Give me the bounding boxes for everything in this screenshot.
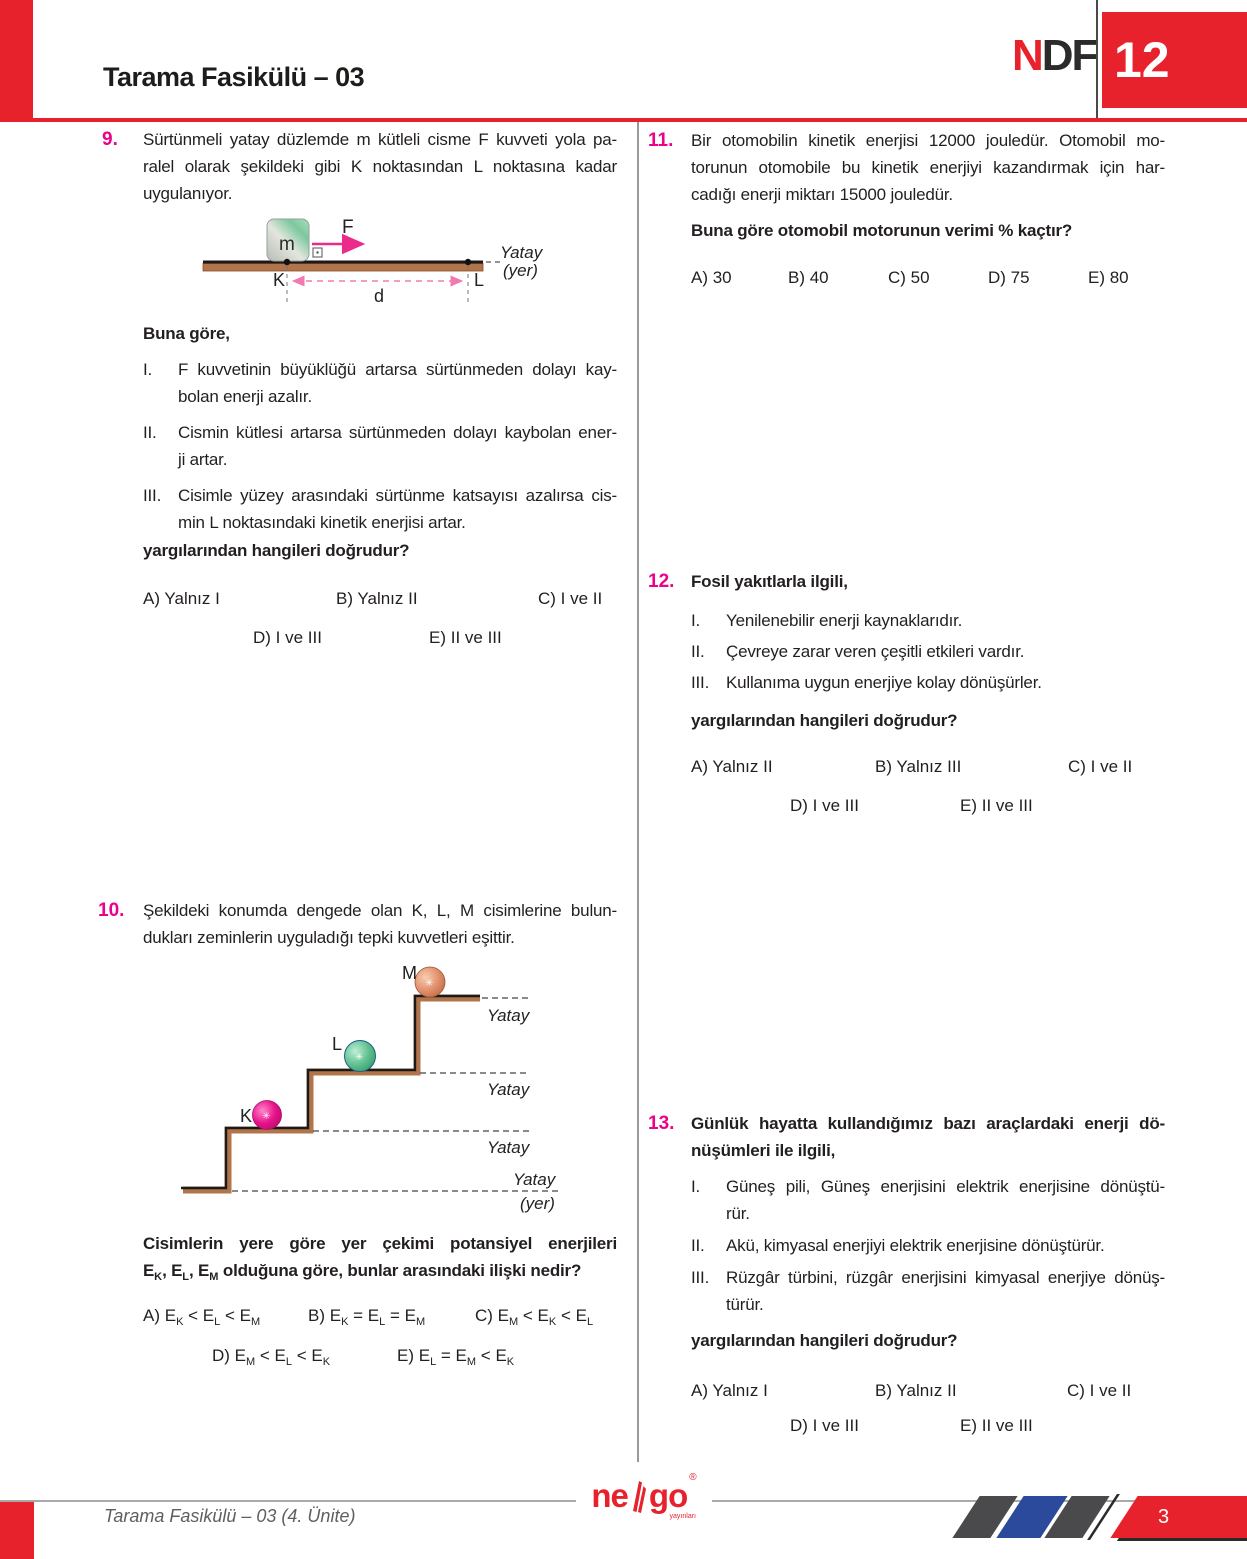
nego-logo	[576, 1462, 712, 1530]
option-e: E) II ve III	[429, 628, 502, 647]
point-l-dot	[465, 259, 471, 265]
page-title: Tarama Fasikülü – 03	[103, 62, 365, 92]
q11-number: 11.	[648, 130, 674, 151]
svg-text:✳: ✳	[262, 1111, 271, 1122]
option-c: C) $E_M < E_K < E_L$	[475, 1306, 594, 1328]
registered-mark: ®	[689, 1472, 697, 1483]
nego-ne: ne	[591, 1477, 628, 1514]
point-k-label: K	[273, 270, 286, 290]
yatay3-label: Yatay	[487, 1138, 530, 1157]
q10-number: 10.	[98, 900, 125, 921]
yer-ground-label: (yer)	[520, 1194, 555, 1213]
q13-question: yargılarından hangileri doğrudur?	[691, 1331, 958, 1350]
q12-title: Fosil yakıtlarla ilgili,	[691, 572, 848, 591]
q13-item-1: I. Güneş pili, Güneş enerjisini elektrik enerjisine dönüştü- rür.	[691, 1177, 1165, 1223]
header-rule	[0, 118, 1247, 122]
figure-q10-staircase	[180, 955, 570, 1217]
svg-text:✳: ✳	[425, 978, 434, 989]
point-l-label: L	[474, 270, 485, 290]
option-a: A) 30	[691, 268, 732, 287]
yer-label: (yer)	[503, 261, 538, 280]
q13-item-2: II. Akü, kimyasal enerjiyi elektrik enerjisine dönüştürür.	[691, 1236, 1105, 1255]
option-d: D) 75	[988, 268, 1030, 287]
option-a: A) Yalnız II	[691, 757, 773, 776]
q12-item-2: II. Çevreye zarar veren çeşitli etkileri vardır.	[691, 642, 1025, 661]
q12-item-1: I. Yenilenebilir enerji kaynaklarıdır.	[691, 611, 963, 630]
option-c: C) 50	[888, 268, 930, 287]
yatay2-label: Yatay	[487, 1080, 530, 1099]
option-e: E) 80	[1088, 268, 1129, 287]
q11-options	[691, 264, 1177, 291]
q9-text-line: Sürtünmeli yatay düzlemde m kütleli cisme F kuvveti yola pa-	[143, 130, 617, 149]
yatay-ground-label: Yatay	[513, 1170, 556, 1189]
q9-item-3: III. Cisimle yüzey arasındaki sürtünme katsayısı azalırsa cis- min L noktasındaki kinetik enerjisi artar.	[143, 486, 617, 532]
ball-l-label: L	[332, 1034, 343, 1054]
page-number-shape	[1110, 1496, 1247, 1538]
q10-options-row1	[143, 1302, 629, 1329]
stair-band	[183, 998, 480, 1190]
option-a: A) $E_K < E_L < E_M$	[143, 1306, 261, 1328]
option-e: E) II ve III	[960, 796, 1033, 815]
brand-logo	[1012, 32, 1096, 80]
footer-text: Tarama Fasikülü – 03 (4. Ünite)	[104, 1506, 356, 1526]
q9-text-line: uygulanıyor.	[143, 184, 233, 203]
option-e: E) $E_L = E_M < E_K$	[397, 1346, 515, 1368]
book-icon	[630, 1478, 647, 1514]
q12-options-row1	[691, 753, 1177, 780]
q9-number: 9.	[102, 129, 118, 150]
q10-text: Şekildeki konumda dengede olan K, L, M cisimlerine bulun- dukları zeminlerin uyguladığı tepki kuvvetleri eşittir.	[143, 901, 617, 947]
option-c: C) I ve II	[1067, 1381, 1132, 1400]
footer-red-strip	[0, 1502, 34, 1559]
q11-text: Bir otomobilin kinetik enerjisi 12000 jouledür. Otomobil mo- torunun otomobile bu kinetik enerjiyi kazandırmak için har- cadığı enerji miktarı 15000 jouledür.	[691, 131, 1165, 204]
column-divider	[637, 122, 639, 1500]
q9-text	[143, 126, 617, 207]
option-d: D) $E_M < E_L < E_K$	[212, 1346, 331, 1368]
q13-options-row1	[691, 1377, 1177, 1404]
brand-divider-line	[1096, 0, 1098, 121]
option-a: A) Yalnız I	[143, 589, 220, 608]
ball-k-label: K	[240, 1106, 253, 1126]
q12-item-3: III. Kullanıma uygun enerjiye kolay dönüşürler.	[691, 673, 1042, 692]
figure-q9-block-on-surface	[195, 208, 615, 308]
option-b: B) $E_K = E_L = E_M$	[308, 1306, 426, 1328]
brand-df: DF	[1041, 31, 1097, 80]
option-b: B) Yalnız II	[875, 1381, 957, 1400]
svg-text:✳: ✳	[355, 1052, 364, 1063]
q9-given: Buna göre,	[143, 324, 230, 343]
option-b: B) Yalnız II	[336, 589, 418, 608]
ball-m-label: M	[402, 963, 417, 983]
option-e: E) II ve III	[960, 1416, 1033, 1435]
option-a: A) Yalnız I	[691, 1381, 768, 1400]
force-label: F	[342, 217, 354, 238]
page-number: 3	[1158, 1506, 1170, 1528]
q12-question: yargılarından hangileri doğrudur?	[691, 711, 958, 730]
brand-n: N	[1012, 31, 1042, 80]
q11-question: Buna göre otomobil motorunun verimi % kaçtır?	[691, 221, 1073, 240]
surface-band	[203, 264, 483, 272]
q10-options-row2	[143, 1342, 629, 1369]
q9-options-row1	[143, 585, 629, 612]
q9-question: yargılarından hangileri doğrudur?	[143, 541, 410, 560]
block-m-label: m	[279, 234, 295, 255]
grade-badge: 12	[1102, 12, 1247, 108]
option-b: B) Yalnız III	[875, 757, 962, 776]
footer-deco-underline	[1117, 1538, 1247, 1541]
distance-label: d	[374, 286, 385, 306]
q9-text-line: ralel olarak şekildeki gibi K noktasından L noktasına kadar	[143, 157, 617, 176]
q9-item-2: II. Cismin kütlesi artarsa sürtünmeden dolayı kaybolan ener- ji artar.	[143, 423, 617, 469]
q13-items	[691, 1173, 1165, 1318]
corner-red-strip	[0, 0, 33, 118]
q9-options-row2	[143, 624, 629, 651]
nego-go: go	[648, 1477, 688, 1514]
option-b: B) 40	[788, 268, 829, 287]
option-d: D) I ve III	[790, 796, 859, 815]
option-d: D) I ve III	[253, 628, 322, 647]
point-k-dot	[284, 259, 290, 265]
q9-item-1: I. F kuvvetinin büyüklüğü artarsa sürtünmeden dolayı kay- bolan enerji azalır.	[143, 360, 617, 406]
option-d: D) I ve III	[790, 1416, 859, 1435]
yatay1-label: Yatay	[487, 1006, 530, 1025]
stair-edge	[181, 996, 480, 1188]
yatay-label: Yatay	[500, 243, 543, 262]
q13-title: Günlük hayatta kullandığımız bazı araçlardaki enerji dö- nüşümleri ile ilgili,	[691, 1114, 1165, 1160]
q12-items	[691, 607, 1165, 696]
q10-prompt: Cisimlerin yere göre yer çekimi potansiyel enerjileri $E_K$, $E_L$, $E_M$ olduğuna göre, bunlar arasındaki ilişki nedir?	[143, 1234, 617, 1283]
q12-options-row2	[691, 792, 1177, 819]
nego-tagline: yayınları	[669, 1513, 696, 1520]
q13-item-3: III. Rüzgâr türbini, rüzgâr enerjisini kimyasal enerjiye dönüş- türür.	[691, 1268, 1165, 1314]
q13-options-row2	[691, 1412, 1177, 1439]
option-c: C) I ve II	[1068, 757, 1133, 776]
q9-items	[143, 356, 617, 536]
option-c: C) I ve II	[538, 589, 603, 608]
q13-number: 13.	[648, 1113, 675, 1134]
q12-number: 12.	[648, 571, 675, 592]
